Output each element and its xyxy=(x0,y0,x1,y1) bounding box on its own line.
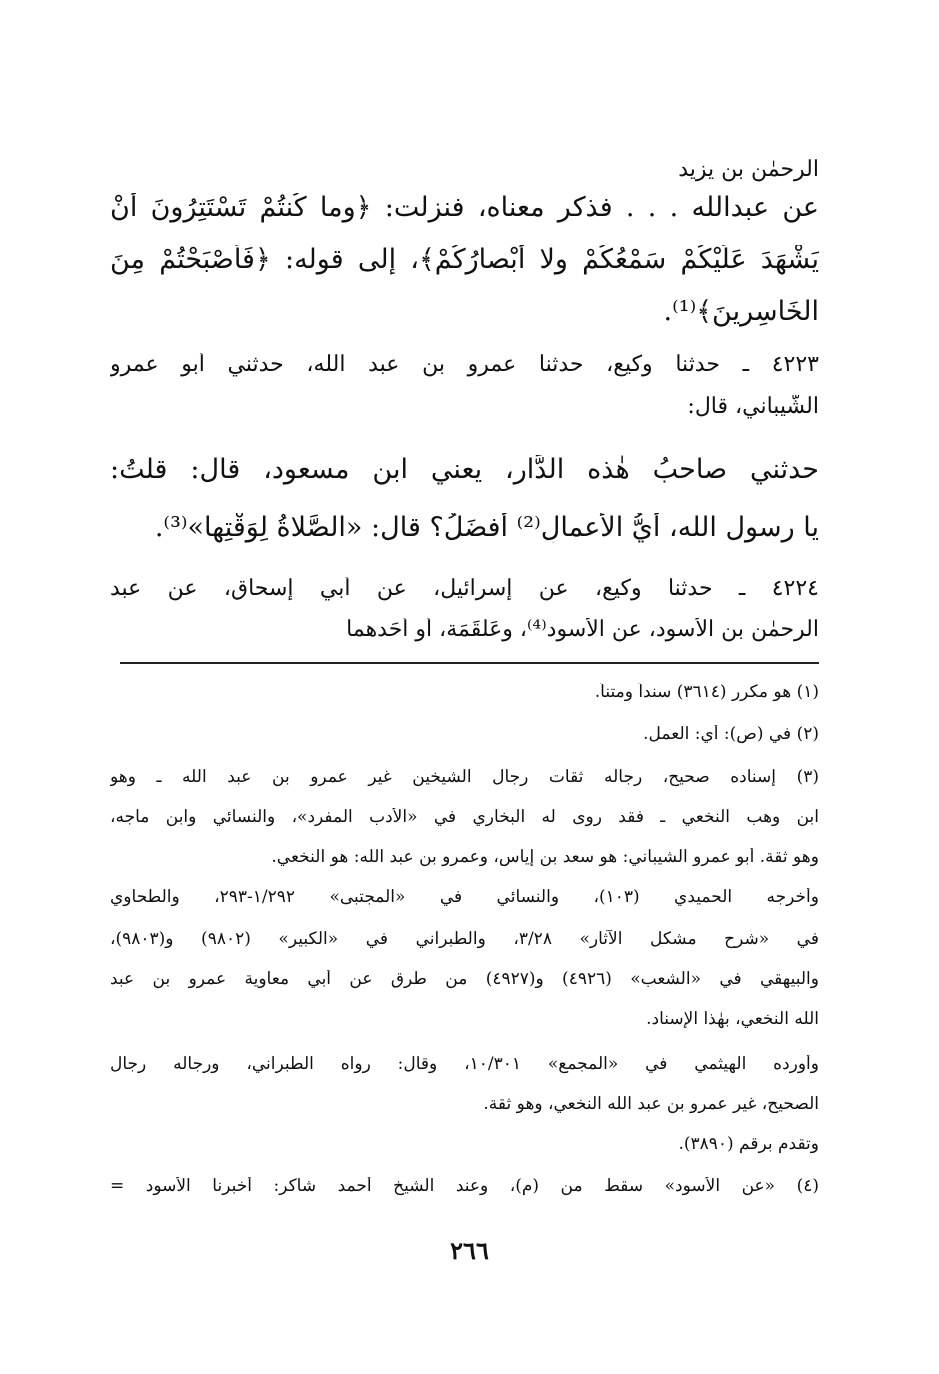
main-line: عن عبدالله . . . فذكر معناه، فنزلت: ﴿وما كُنتُمْ تَسْتَتِرُونَ أَنْ xyxy=(110,193,819,223)
footnote-line: الصحيح، غير عمرو بن عبد الله النخعي، وهو ثقة. xyxy=(483,1095,819,1114)
main-line: الخَاسِرِينَ﴾⁽¹⁾. xyxy=(663,297,819,327)
footnote-line: (٢) في (ص): أي: العمل. xyxy=(643,725,819,744)
main-line: الرحمٰن بن يزيد xyxy=(678,158,819,182)
main-line: الرحمٰن بن الأسود، عن الأسود⁽⁴⁾، وعَلْقَمَة، أو أحَدهما xyxy=(346,618,819,642)
main-line: حدثني صاحبُ هٰذه الدَّار، يعني ابن مسعود، قال: قلتُ: xyxy=(110,455,819,485)
footnote-line: (٤) «عن الأسود» سقط من (م)، وعند الشيخ أحمد شاكر: أخبرنا الأسود = xyxy=(110,1177,819,1196)
main-line: يا رسول الله، أيُّ الأعمالِ⁽²⁾ أفضَلُ؟ قال: «الصَّلاةُ لِوَقْتِها»⁽³⁾. xyxy=(154,513,819,543)
footnote-line: وأورده الهيثمي في «المجمع» ١٠/٣٠١، وقال: رواه الطبراني، ورجاله رجال xyxy=(110,1055,819,1074)
main-line: الشَّيباني، قال: xyxy=(687,395,819,419)
footnote-line: وأخرجه الحميدي (١٠٣)، والنسائي في «المجتبى» ١/٢٩٢-٢٩٣، والطحاوي xyxy=(110,888,819,907)
footnote-line: في «شرح مشكل الآثار» ٣/٢٨، والطبراني في «الكبير» (٩٨٠٢) و(٩٨٠٣)، xyxy=(110,930,819,949)
main-line: يَشْهَدَ عَلَيْكُمْ سَمْعُكُمْ ولا أَبْصارُكُمْ﴾، إلى قوله: ﴿فَأَصْبَحْتُمْ مِنَ xyxy=(110,245,819,275)
footnote-line: وتقدم برقم (٣٨٩٠). xyxy=(678,1135,819,1154)
footnote-line: ابن وهب النخعي ـ فقد روى له البخاري في «الأدب المفرد»، والنسائي وابن ماجه، xyxy=(110,808,819,827)
footnote-divider xyxy=(120,662,819,664)
footnote-line: الله النخعي، بهٰذا الإسناد. xyxy=(646,1010,819,1029)
footnote-line: وهو ثقة. أبو عمرو الشيباني: هو سعد بن إياس، وعمرو بن عبد الله: هو النخعي. xyxy=(271,848,819,867)
footnote-line: (١) هو مكرر (٣٦١٤) سنداً ومتناً. xyxy=(594,683,819,702)
hadith-4224-line: ٤٢٢٤ ـ حدثنا وكيع، عن إسرائيل، عن أبي إسحاق، عن عبد xyxy=(110,577,819,601)
footnote-line: (٣) إسناده صحيح، رجاله ثقات رجال الشيخين غير عمرو بن عبد الله ـ وهو xyxy=(110,768,819,787)
footnote-line: والبيهقي في «الشعب» (٤٩٢٦) و(٤٩٢٧) من طرق عن أبي معاوية عمرو بن عبد xyxy=(110,970,819,989)
page-number: ٢٦٦ xyxy=(450,1236,489,1265)
hadith-4223-line: ٤٢٢٣ ـ حدثنا وكيع، حدثنا عمرو بن عبد الله، حدثني أبو عمرو xyxy=(110,353,819,377)
